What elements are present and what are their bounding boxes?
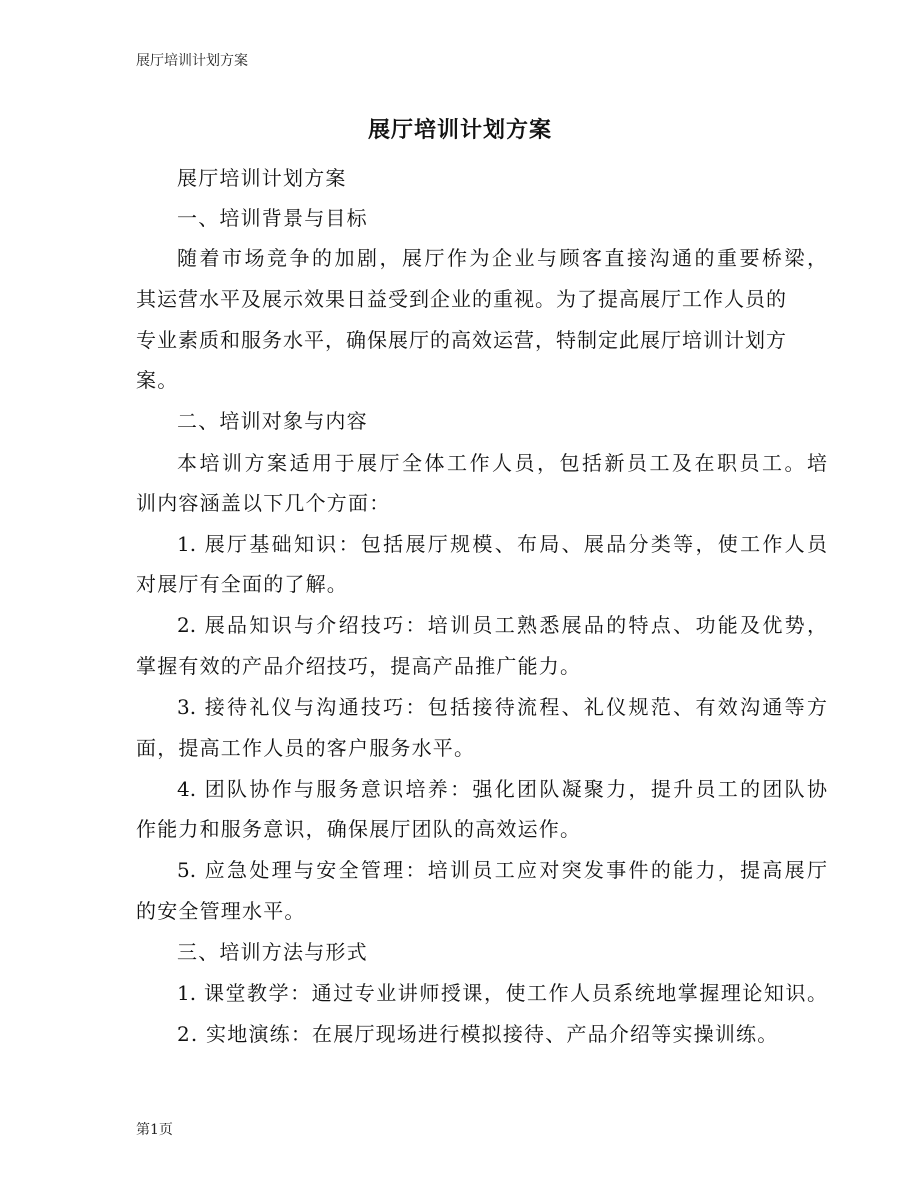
list-item: 1. 课堂教学：通过专业讲师授课，使工作人员系统地掌握理论知识。 — [177, 981, 827, 1005]
running-title: 展厅培训计划方案 — [136, 53, 248, 69]
list-item: 4. 团队协作与服务意识培养：强化团队凝聚力，提升员工的团队协 — [177, 777, 827, 801]
body-line: 本培训方案适用于展厅全体工作人员，包括新员工及在职员工。培 — [177, 451, 827, 475]
section-heading: 二、培训对象与内容 — [177, 409, 368, 433]
list-item-continuation: 的安全管理水平。 — [136, 899, 306, 923]
list-item: 1. 展厅基础知识：包括展厅规模、布局、展品分类等，使工作人员 — [177, 532, 827, 556]
list-item: 2. 实地演练：在展厅现场进行模拟接待、产品介绍等实操训练。 — [177, 1022, 779, 1046]
body-line: 其运营水平及展示效果日益受到企业的重视。为了提高展厅工作人员的 — [136, 287, 786, 311]
body-line: 专业素质和服务水平，确保展厅的高效运营，特制定此展厅培训计划方 — [136, 328, 786, 352]
document-title: 展厅培训计划方案 — [367, 117, 552, 143]
page-number: 第1页 — [136, 1122, 173, 1138]
section-heading: 一、培训背景与目标 — [177, 206, 368, 230]
list-item-continuation: 掌握有效的产品介绍技巧，提高产品推广能力。 — [136, 654, 582, 678]
list-item-continuation: 面，提高工作人员的客户服务水平。 — [136, 736, 476, 760]
list-item-continuation: 对展厅有全面的了解。 — [136, 572, 348, 596]
list-item: 5. 应急处理与安全管理：培训员工应对突发事件的能力，提高展厅 — [177, 858, 827, 882]
list-item: 2. 展品知识与介绍技巧：培训员工熟悉展品的特点、功能及优势， — [177, 613, 827, 637]
list-item: 3. 接待礼仪与沟通技巧：包括接待流程、礼仪规范、有效沟通等方 — [177, 695, 827, 719]
body-line: 随着市场竞争的加剧，展厅作为企业与顾客直接沟通的重要桥梁， — [177, 246, 827, 270]
body-line: 训内容涵盖以下几个方面： — [136, 491, 391, 515]
list-item-continuation: 作能力和服务意识，确保展厅团队的高效运作。 — [136, 817, 582, 841]
body-line: 展厅培训计划方案 — [177, 166, 347, 190]
body-line: 案。 — [136, 368, 179, 392]
section-heading: 三、培训方法与形式 — [177, 940, 368, 964]
